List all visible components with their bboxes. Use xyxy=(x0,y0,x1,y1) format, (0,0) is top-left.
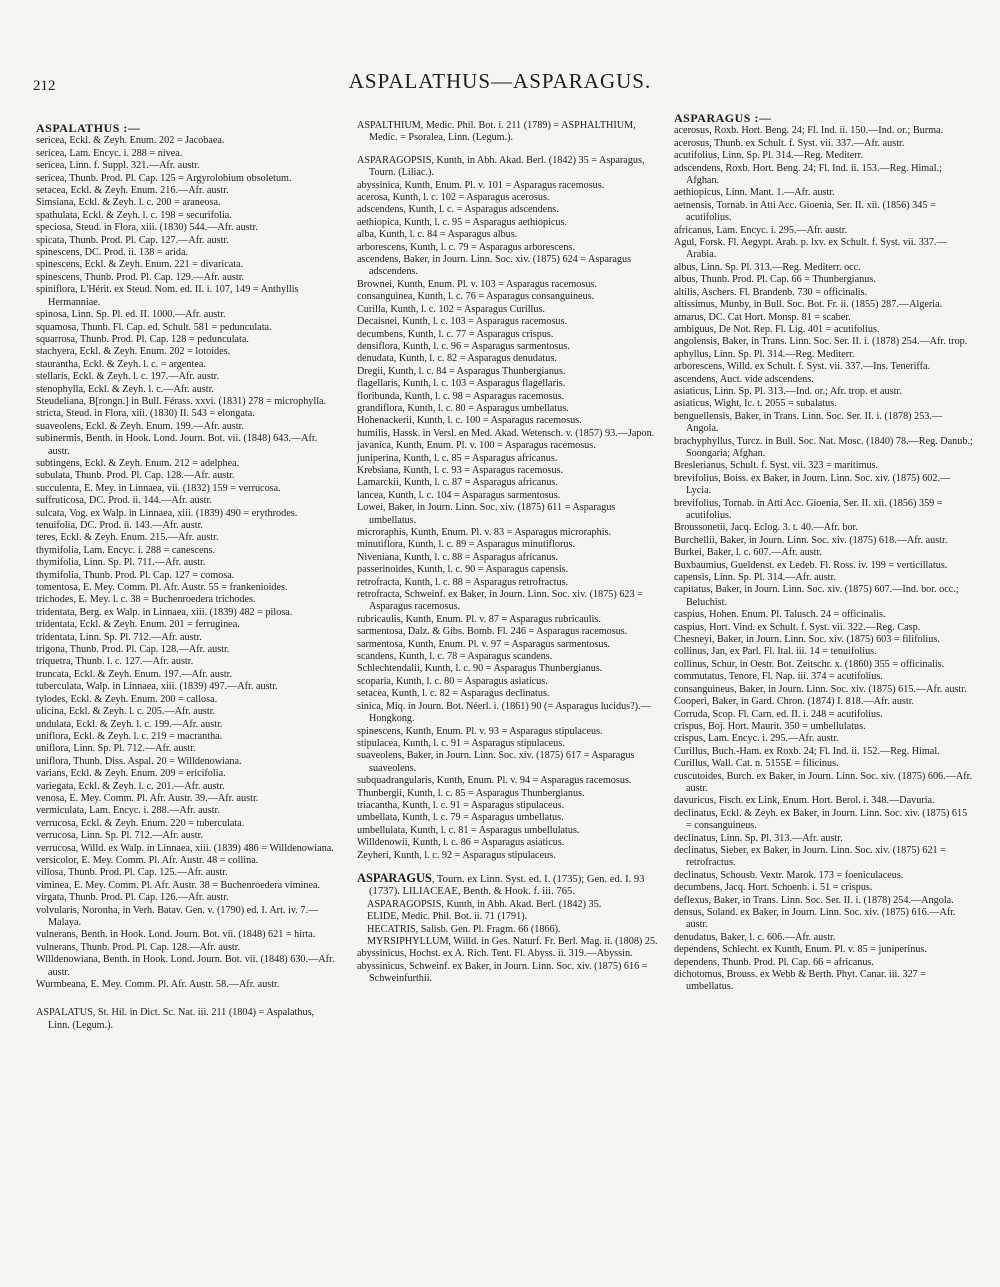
entry: spiniflora, L'Hérit. ex Steud. Nom. ed. II. i. 107, 149 = Anthyllis Hermanniae. xyxy=(36,284,299,308)
entry: deflexus, Baker, in Trans. Linn. Soc. Ser. II. i. (1878) 254.—Angola. xyxy=(674,894,954,906)
entry: africanus, Lam. Encyc. i. 295.—Afr. austr. xyxy=(674,224,848,236)
entry: Chesneyi, Baker, in Journ. Linn. Soc. xiv. (1875) 603 = filifolius. xyxy=(674,634,940,646)
entry: crispus, Boj. Hort. Maurit. 350 = umbellulatus. xyxy=(674,720,866,732)
entry: subquadrangularis, Kunth, Enum. Pl. v. 94 = Asparagus racemosus. xyxy=(357,775,632,787)
entry: suffruticosa, DC. Prod. ii. 144.—Afr. austr. xyxy=(36,495,212,507)
entry: collinus, Jan, ex Parl. Fl. Ital. iii. 14 = tenuifolius. xyxy=(674,646,877,658)
entry: subulata, Thunb. Prod. Pl. Cap. 128.—Afr. austr. xyxy=(36,470,235,482)
entry: albus, Thunb. Prod. Pl. Cap. 66 = Thunbergianus. xyxy=(674,274,876,286)
entry: truncata, Eckl. & Zeyh. Enum. 197.—Afr. austr. xyxy=(36,668,233,680)
entry: Thunbergii, Kunth, l. c. 85 = Asparagus Thunbergianus. xyxy=(357,787,585,799)
entry: subtingens, Eckl. & Zeyh. Enum. 212 = adelphea. xyxy=(36,457,240,469)
entry: albus, Linn. Sp. Pl. 313.—Reg. Mediterr. occ. xyxy=(674,261,861,273)
entry: tenuifolia, DC. Prod. ii. 143.—Afr. austr. xyxy=(36,520,203,531)
entry: villosa, Thunb. Prod. Pl. Cap. 125.—Afr. austr. xyxy=(36,867,228,879)
entry: consanguineus, Baker, in Journ. Linn. Soc. xiv. (1875) 615.—Afr. austr. xyxy=(674,683,967,695)
entry: humilis, Hassk. in Versl. en Med. Akad. Wetensch. v. (1857) 93.—Japon. xyxy=(357,427,655,439)
entry: Buxbaumius, Gueldenst. ex Ledeb. Fl. Ross. iv. 199 = verticillatus. xyxy=(674,559,948,571)
entry: suaveolens, Eckl. & Zeyh. Enum. 199.—Afr. austr. xyxy=(36,420,244,432)
entry: ulicina, Eckl. & Zeyh. l. c. 205.—Afr. austr. xyxy=(36,706,216,718)
entry: suaveolens, Baker, in Journ. Linn. Soc. xiv. (1875) 617 = Asparagus suaveolens. xyxy=(357,750,635,774)
entry: squarrosa, Thunb. Prod. Pl. Cap. 128 = pedunculata. xyxy=(36,333,249,345)
entry: uniflora, Eckl. & Zeyh. l. c. 219 = macrantha. xyxy=(36,730,223,742)
entry: angolensis, Baker, in Trans. Linn. Soc. Ser. II. i. (1878) 254.—Afr. trop. xyxy=(674,336,968,348)
entry: decumbens, Jacq. Hort. Schoenb. i. 51 = crispus. xyxy=(674,882,873,894)
entry: stellaris, Eckl. & Zeyh. l. c. 197.—Afr. austr. xyxy=(36,371,220,383)
entry: davuricus, Fisch. ex Link, Enum. Hort. Berol. i. 348.—Davuria. xyxy=(674,795,935,807)
entry: tridentata, Eckl. & Zeyh. Enum. 201 = ferruginea. xyxy=(36,619,240,631)
entry: aetnensis, Tornab. in Atti Acc. Gioenia, Ser. II. xii. (1856) 345 = acutifolius. xyxy=(674,199,936,224)
entry: grandiflora, Kunth, l. c. 80 = Asparagus umbellatus. xyxy=(357,402,569,414)
entry: ASPARAGOPSIS, Kunth, in Abh. Akad. Berl. (1842) 35. xyxy=(367,898,602,910)
entry: staurantha, Eckl. & Zeyh. l. c. = argentea. xyxy=(36,358,206,370)
genus-citation: , Tourn. ex Linn. Syst. ed. I. (1735); Gen. ed. I. 93 (1737). LILIACEAE, Benth. & Hook. f. iii. 765. xyxy=(369,873,645,898)
entry: caspius, Hort. Vind. ex Schult. f. Syst. vii. 322.—Reg. Casp. xyxy=(674,621,921,633)
entry: spicata, Thunb. Prod. Pl. Cap. 127.—Afr. austr. xyxy=(36,234,229,246)
entry: rubricaulis, Kunth, Enum. Pl. v. 87 = Asparagus rubricaulis. xyxy=(357,613,601,625)
entry: sericea, Thunb. Prod. Pl. Cap. 125 = Argyrolobium obsoletum. xyxy=(36,172,292,184)
entry: brachyphyllus, Turcz. in Bull. Soc. Nat. Mosc. (1840) 78.—Reg. Danub.; Soongaria; Afghan. xyxy=(674,435,973,459)
entry: thymifolia, Thunb. Prod. Pl. Cap. 127 = comosa. xyxy=(36,569,235,581)
entry: acutifolius, Linn. Sp. Pl. 314.—Reg. Mediterr. xyxy=(674,150,864,162)
genus-entry-aspalatus: ASPALATUS, St. Hil. in Dict. Sc. Nat. iii. 211 (1804) = Aspalathus, Linn. (Legum.). xyxy=(36,1007,315,1031)
entry: juniperina, Kunth, l. c. 85 = Asparagus africanus. xyxy=(357,452,558,464)
entry: commutatus, Tenore, Fl. Nap. iii. 374 = acutifolius. xyxy=(674,671,883,683)
entry: stricta, Steud. in Flora, xiii. (1830) II. 543 = elongata. xyxy=(36,408,255,420)
entry-list xyxy=(36,135,336,991)
entry: caspius, Hohen. Enum. Pl. Talusch. 24 = officinalis. xyxy=(674,609,886,621)
entry: dependens, Schlecht. ex Kunth, Enum. Pl. v. 85 = juniperinus. xyxy=(674,944,927,956)
entry: dependens, Thunb. Prod. Pl. Cap. 66 = africanus. xyxy=(674,956,874,968)
entry: tuberculata, Walp. in Linnaea, xiii. (1839) 497.—Afr. austr. xyxy=(36,681,278,693)
entry: Agul, Forsk. Fl. Aegypt. Arab. p. lxv. ex Schult. f. Syst. vii. 337.—Arabia. xyxy=(674,237,947,261)
column-middle xyxy=(357,120,659,986)
entry: scoparia, Kunth, l. c. 80 = Asparagus asiaticus. xyxy=(357,675,548,687)
entry: succulenta, E. Mey. in Linnaea, vii. (1832) 159 = verrucosa. xyxy=(36,482,281,494)
column-left xyxy=(36,122,336,1032)
entry: spinescens, Thunb. Prod. Pl. Cap. 129.—Afr. austr. xyxy=(36,271,245,283)
entry: spinosa, Linn. Sp. Pl. ed. II. 1000.—Afr. austr. xyxy=(36,309,226,321)
entry: densiflora, Kunth, l. c. 96 = Asparagus sarmentosus. xyxy=(357,340,570,352)
entry: Cooperi, Baker, in Gard. Chron. (1874) I. 818.—Afr. austr. xyxy=(674,696,915,708)
entry: virgata, Thunb. Prod. Pl. Cap. 126.—Afr. austr. xyxy=(36,892,229,904)
entry: Curilla, Kunth, l. c. 102 = Asparagus Curillus. xyxy=(357,303,545,315)
entry: Niveniana, Kunth, l. c. 88 = Asparagus africanus. xyxy=(357,551,558,563)
entry: minutiflora, Kunth, l. c. 89 = Asparagus minutiflorus. xyxy=(357,539,575,551)
entry: benguellensis, Baker, in Trans. Linn. Soc. Ser. II. i. (1878) 253.—Angola. xyxy=(674,410,943,435)
entry: passerinoides, Kunth, l. c. 90 = Asparagus capensis. xyxy=(357,564,569,576)
entry: tridentata, Linn. Sp. Pl. 712.—Afr. austr. xyxy=(36,631,202,643)
entry: acerosus, Roxb. Hort. Beng. 24; Fl. Ind. ii. 150.—Ind. or.; Burma. xyxy=(674,125,944,137)
entry: undulata, Eckl. & Zeyh. l. c. 199.—Afr. austr. xyxy=(36,718,223,730)
entry: vulnerans, Benth. in Hook. Lond. Journ. Bot. vii. (1848) 621 = hirta. xyxy=(36,929,316,941)
entry: microraphis, Kunth, Enum. Pl. v. 83 = Asparagus microraphis. xyxy=(357,527,612,538)
entry: thymifolia, Lam. Encyc. i. 288 = canescens. xyxy=(36,544,216,556)
entry: dichotomus, Brouss. ex Webb & Berth. Phyt. Canar. iii. 327 = umbellatus. xyxy=(674,969,927,993)
entry: uniflora, Thunb. Diss. Aspal. 20 = Willdenowiana. xyxy=(36,755,242,767)
entry: alba, Kunth, l. c. 84 = Asparagus albus. xyxy=(357,229,518,241)
entry: Simsiana, Eckl. & Zeyh. l. c. 200 = araneosa. xyxy=(36,197,221,209)
entry: triacantha, Kunth, l. c. 91 = Asparagus stipulaceus. xyxy=(357,799,565,811)
entry: spathulata, Eckl. & Zeyh. l. c. 198 = securifolia. xyxy=(36,209,232,221)
entry: brevifolius, Tornab. in Atti Acc. Gioenia, Ser. II. xii. (1856) 359 = acutifolius. xyxy=(674,497,943,521)
entry: spinescens, Eckl. & Zeyh. Enum. 221 = divaricata. xyxy=(36,259,244,271)
entry: amarus, DC. Cat Hort. Monsp. 81 = scaber. xyxy=(674,311,851,323)
entry: viminea, E. Mey. Comm. Pl. Afr. Austr. 38 = Buchenroedera viminea. xyxy=(36,879,321,891)
entry: MYRSIPHYLLUM, Willd. in Ges. Naturf. Fr. Berl. Mag. ii. (1808) 25. xyxy=(367,936,658,947)
entry: venosa, E. Mey. Comm. Pl. Afr. Austr. 39.—Afr. austr. xyxy=(36,792,259,804)
entry: ascendens, Baker, in Journ. Linn. Soc. xiv. (1875) 624 = Asparagus adscendens. xyxy=(357,254,632,278)
entry: aphyllus, Linn. Sp. Pl. 314.—Reg. Mediterr. xyxy=(674,348,855,360)
entry: vulnerans, Thunb. Prod. Pl. Cap. 128.—Afr. austr. xyxy=(36,941,241,953)
entry: tylodes, Eckl. & Zeyh. Enum. 200 = callosa. xyxy=(36,693,218,705)
entry: variegata, Eckl. & Zeyh. l. c. 201.—Afr. austr. xyxy=(36,780,225,792)
entry: Lowei, Baker, in Journ. Linn. Soc. xiv. (1875) 611 = Asparagus umbellatus. xyxy=(357,502,616,526)
entry: crispus, Lam. Encyc. i. 295.—Afr. austr. xyxy=(674,733,839,745)
entry: sericea, Eckl. & Zeyh. Enum. 202 = Jacobaea. xyxy=(36,135,225,147)
entry: abyssinicus, Schweinf. ex Baker, in Journ. Linn. Soc. xiv. (1875) 616 = Schweinfurthii. xyxy=(357,960,648,985)
genus-entry-aspalthium: ASPALTHIUM, Medic. Phil. Bot. i. 211 (1789) = ASPHALTHIUM, Medic. = Psoralea, Linn. (Legum.). xyxy=(357,120,636,144)
entry: Willdenowiana, Benth. in Hook. Lond. Journ. Bot. vii. (1848) 630.—Afr. austr. xyxy=(36,954,335,978)
entry: Curillus, Buch.-Ham. ex Roxb. 24; Fl. Ind. ii. 152.—Reg. Himal. xyxy=(674,745,940,757)
entry: adscendens, Kunth, l. c. = Asparagus adscendens. xyxy=(357,204,559,216)
entry: uniflora, Linn. Sp. Pl. 712.—Afr. austr. xyxy=(36,743,196,755)
entry: subinermis, Benth. in Hook. Lond. Journ. Bot. vii. (1848) 643.—Afr. austr. xyxy=(36,433,318,457)
entry: asiaticus, Wight, Ic. t. 2055 = subalatus. xyxy=(674,398,837,410)
entry: flagellaris, Kunth, l. c. 103 = Asparagus flagellaris. xyxy=(357,378,566,390)
genus-entry-asparagus xyxy=(357,872,659,899)
entry: Willdenowii, Kunth, l. c. 86 = Asparagus asiaticus. xyxy=(357,837,565,849)
entry: Schlechtendalii, Kunth, l. c. 90 = Asparagus Thunbergianus. xyxy=(357,663,603,675)
entry: ascendens, Auct. vide adscendens. xyxy=(674,373,814,385)
entry: Brownei, Kunth, Enum. Pl. v. 103 = Asparagus racemosus. xyxy=(357,278,597,290)
entry: Zeyheri, Kunth, l. c. 92 = Asparagus stipulaceus. xyxy=(357,849,556,861)
entry: stenophylla, Eckl. & Zeyh. l. c.—Afr. austr. xyxy=(36,383,214,395)
entry: umbellulata, Kunth, l. c. 81 = Asparagus umbellulatus. xyxy=(357,824,580,836)
entry: Burkei, Baker, l. c. 607.—Afr. austr. xyxy=(674,547,822,559)
entry: Breslerianus, Schult. f. Syst. vii. 323 = maritimus. xyxy=(674,460,879,472)
entry: aethiopica, Kunth, l. c. 95 = Asparagus aethiopicus. xyxy=(357,216,568,228)
entry: consanguinea, Kunth, l. c. 76 = Asparagus consanguineus. xyxy=(357,291,595,303)
entry: Lamarckii, Kunth, l. c. 87 = Asparagus africanus. xyxy=(357,477,558,489)
entry: densus, Soland. ex Baker, in Journ. Linn. Soc. xiv. (1875) 616.—Afr. austr. xyxy=(674,907,956,931)
entry-list xyxy=(357,180,659,862)
genus-entry-asparagopsis: ASPARAGOPSIS, Kunth, in Abh. Akad. Berl. (1842) 35 = Asparagus, Tourn. (Liliac.). xyxy=(357,154,645,179)
entry-list xyxy=(674,125,974,993)
entry: verrucosa, Linn. Sp. Pl. 712.—Afr. austr. xyxy=(36,830,203,842)
entry: acerosa, Kunth, l. c. 102 = Asparagus acerosus. xyxy=(357,192,550,204)
entry: capensis, Linn. Sp. Pl. 314.—Afr. austr. xyxy=(674,572,836,584)
entry-list xyxy=(357,948,659,985)
entry: javanica, Kunth, Enum. Pl. v. 100 = Asparagus racemosus. xyxy=(357,440,596,452)
entry: setacea, Kunth, l. c. 82 = Asparagus declinatus. xyxy=(357,688,550,700)
entry: tomentosa, E. Mey. Comm. Pl. Afr. Austr. 55 = frankenioides. xyxy=(36,582,288,594)
entry: Decaisnei, Kunth, l. c. 103 = Asparagus racemosus. xyxy=(357,316,568,328)
entry: adscendens, Roxb. Hort. Beng. 24; Fl. Ind. ii. 153.—Reg. Himal.; Afghan. xyxy=(674,162,942,187)
entry: lancea, Kunth, l. c. 104 = Asparagus sarmentosus. xyxy=(357,489,561,501)
entry: altilis, Aschers. Fl. Brandenb. 730 = officinalis. xyxy=(674,286,868,298)
entry: collinus, Schur, in Oestr. Bot. Zeitschr. x. (1860) 355 = officinalis. xyxy=(674,658,945,670)
entry: retrofracta, Kunth, l. c. 88 = Asparagus retrofractus. xyxy=(357,576,569,588)
entry: verrucosa, Eckl. & Zeyh. Enum. 220 = tuberculata. xyxy=(36,817,245,829)
entry: denudatus, Baker, l. c. 606.—Afr. austr. xyxy=(674,931,836,943)
entry: trigona, Thunb. Prod. Pl. Cap. 128.—Afr. austr. xyxy=(36,644,230,656)
entry: Dregii, Kunth, l. c. 84 = Asparagus Thunbergianus. xyxy=(357,365,566,377)
synonym-list xyxy=(357,899,659,949)
running-head: ASPALATHUS—ASPARAGUS. xyxy=(348,69,652,93)
entry: vermiculata, Lam. Encyc. i. 288.—Afr. austr. xyxy=(36,805,220,817)
entry: abyssinica, Kunth, Enum. Pl. v. 101 = Asparagus racemosus. xyxy=(357,179,605,191)
entry: arborescens, Kunth, l. c. 79 = Asparagus arborescens. xyxy=(357,241,575,253)
entry: versicolor, E. Mey. Comm. Pl. Afr. Austr. 48 = collina. xyxy=(36,854,259,866)
entry: sericea, Linn. f. Suppl. 321.—Afr. austr. xyxy=(36,160,200,172)
entry: asiaticus, Linn. Sp. Pl. 313.—Ind. or.; Afr. trop. et austr. xyxy=(674,385,902,397)
entry: teres, Eckl. & Zeyh. Enum. 215.—Afr. austr. xyxy=(36,532,219,544)
entry: Broussonetii, Jacq. Eclog. 3. t. 40.—Afr. bor. xyxy=(674,522,858,534)
entry: sinica, Miq. in Journ. Bot. Néerl. i. (1861) 90 (= Asparagus lucidus?).—Hongkong. xyxy=(357,700,651,725)
entry: declinatus, Eckl. & Zeyh. ex Baker, in Journ. Linn. Soc. xiv. (1875) 615 = consanguineus. xyxy=(674,807,968,832)
page-number: 212 xyxy=(33,78,56,94)
entry: arborescens, Willd. ex Schult. f. Syst. vii. 337.—Ins. Teneriffa. xyxy=(674,361,931,373)
entry: Wurmbeana, E. Mey. Comm. Pl. Afr. Austr. 58.—Afr. austr. xyxy=(36,979,280,991)
entry: spinescens, DC. Prod. ii. 138 = arida. xyxy=(36,247,189,259)
entry: altissimus, Munby, in Bull. Soc. Bot. Fr. ii. (1855) 287.—Algeria. xyxy=(674,299,943,311)
entry: declinatus, Sieber, ex Baker, in Journ. Linn. Soc. xiv. (1875) 621 = retrofractus. xyxy=(674,844,946,869)
entry: Krebsiana, Kunth, l. c. 93 = Asparagus racemosus. xyxy=(357,464,564,476)
entry: floribunda, Kunth, l. c. 98 = Asparagus racemosus. xyxy=(357,390,565,402)
entry: decumbens, Kunth, l. c. 77 = Asparagus crispus. xyxy=(357,328,554,340)
genus-name: ASPARAGUS xyxy=(357,870,432,885)
entry: declinatus, Schousb. Vextr. Marok. 173 = foeniculaceus. xyxy=(674,869,904,881)
entry: spinescens, Kunth, Enum. Pl. v. 93 = Asparagus stipulaceus. xyxy=(357,725,603,737)
entry: retrofracta, Schweinf. ex Baker, in Journ. Linn. Soc. xiv. (1875) 623 = Asparagus racemosus. xyxy=(357,589,643,613)
entry: triquetra, Thunb. l. c. 127.—Afr. austr. xyxy=(36,656,194,668)
entry: stachyera, Eckl. & Zeyh. Enum. 202 = lotoides. xyxy=(36,346,231,358)
entry: Corruda, Scop. Fl. Carn. ed. II. i. 248 = acutifolius. xyxy=(674,708,883,720)
entry: sulcata, Vog. ex Walp. in Linnaea, xiii. (1839) 490 = erythrodes. xyxy=(36,507,298,519)
entry: sericea, Lam. Encyc. i. 288 = nivea. xyxy=(36,147,183,159)
entry: denudata, Kunth, l. c. 82 = Asparagus denudatus. xyxy=(357,353,557,365)
entry: umbellata, Kunth, l. c. 79 = Asparagus umbellatus. xyxy=(357,812,564,824)
entry: volvularis, Noronha, in Verh. Batav. Gen. v. (1790) ed. I. Art. iv. 7.—Malaya. xyxy=(36,904,319,928)
entry: ambiguus, De Not. Rep. Fl. Lig. 401 = acutifolius. xyxy=(674,323,880,335)
entry: trichodes, E. Mey. l. c. 38 = Buchenroedera trichodes. xyxy=(36,594,256,606)
entry: setacea, Eckl. & Zeyh. Enum. 216.—Afr. austr. xyxy=(36,185,229,197)
entry: brevifolius, Boiss. ex Baker, in Journ. Linn. Soc. xiv. (1875) 602.—Lycia. xyxy=(674,472,951,497)
entry: Curillus, Wall. Cat. n. 5155E = filicinus. xyxy=(674,758,839,770)
entry: aethiopicus, Linn. Mant. 1.—Afr. austr. xyxy=(674,187,835,199)
entry: Steudeliana, B[rongn.] in Bull. Férass. xxvi. (1831) 278 = microphylla. xyxy=(36,395,327,407)
entry: abyssinicus, Hochst. ex A. Rich. Tent. Fl. Abyss. ii. 319.—Abyssin. xyxy=(357,948,633,960)
entry: acerosus, Thunb. ex Schult. f. Syst. vii. 337.—Afr. austr. xyxy=(674,137,905,149)
entry: tridentata, Berg. ex Walp. in Linnaea, xiii. (1839) 482 = pilosa. xyxy=(36,606,293,618)
entry: stipulacea, Kunth, l. c. 91 = Asparagus stipulaceus. xyxy=(357,737,565,749)
entry: capitatus, Baker, in Journ. Linn. Soc. xiv. (1875) 607.—Ind. bor. occ.; Beluchist. xyxy=(674,584,959,608)
entry: Hohenackerii, Kunth, l. c. 100 = Asparagus racemosus. xyxy=(357,415,582,427)
genus-heading: ASPARAGUS :— xyxy=(674,111,772,125)
entry: HECATRIS, Salisb. Gen. Pl. Fragm. 66 (1866). xyxy=(367,923,561,935)
entry: sarmentosa, Dalz. & Gibs. Bomb. Fl. 246 = Asparagus racemosus. xyxy=(357,626,628,638)
entry: verrucosa, Willd. ex Walp. in Linnaea, xiii. (1839) 486 = Willdenowiana. xyxy=(36,842,334,854)
entry: thymifolia, Linn. Sp. Pl. 711.—Afr. austr. xyxy=(36,557,206,569)
column-right xyxy=(674,112,974,994)
entry: Burchellii, Baker, in Journ. Linn. Soc. xiv. (1875) 618.—Afr. austr. xyxy=(674,534,948,546)
entry: ELIDE, Medic. Phil. Bot. ii. 71 (1791). xyxy=(367,911,528,923)
entry: speciosa, Steud. in Flora, xiii. (1830) 544.—Afr. austr. xyxy=(36,222,258,234)
entry: varians, Eckl. & Zeyh. Enum. 209 = ericifolia. xyxy=(36,768,226,780)
entry: scandens, Kunth, l. c. 78 = Asparagus scandens. xyxy=(357,651,553,663)
entry: cuscutoides, Burch. ex Baker, in Journ. Linn. Soc. xiv. (1875) 606.—Afr. austr. xyxy=(674,770,972,794)
entry: squamosa, Thunb. Fl. Cap. ed. Schult. 581 = pedunculata. xyxy=(36,321,272,333)
genus-heading: ASPALATHUS :— xyxy=(36,121,141,135)
entry: declinatus, Linn. Sp. Pl. 313.—Afr. austr. xyxy=(674,832,843,844)
entry: sarmentosa, Kunth, Enum. Pl. v. 97 = Asparagus sarmentosus. xyxy=(357,638,610,650)
